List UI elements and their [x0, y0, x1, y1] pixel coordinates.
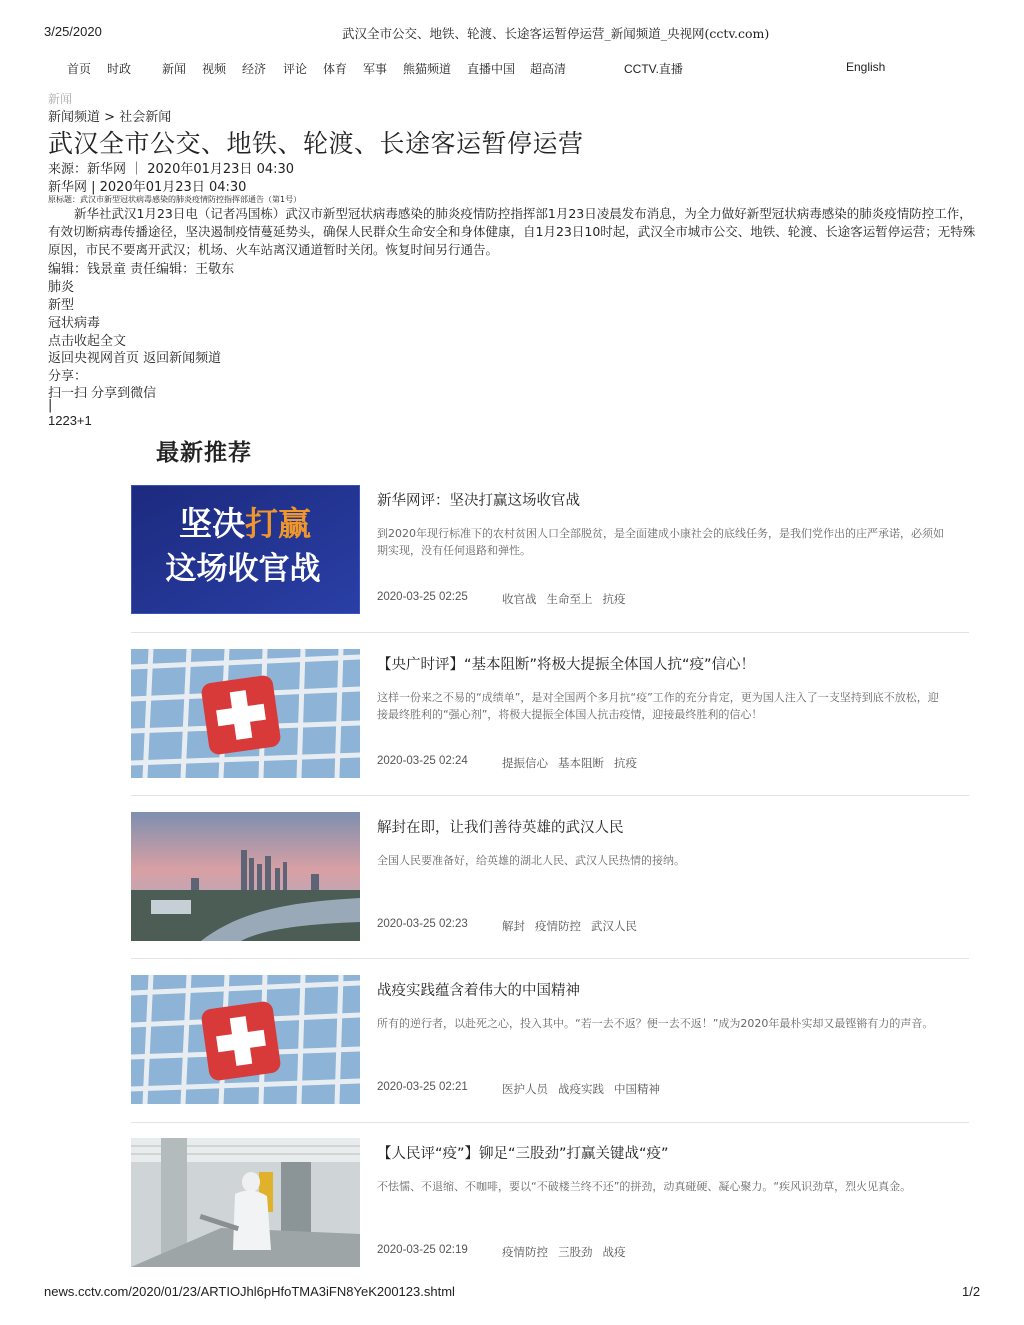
breadcrumb-sub[interactable]: 社会新闻	[119, 110, 172, 125]
recommend-summary: 全国人民要准备好，给英雄的湖北人民、武汉人民热情的接纳。	[377, 854, 685, 867]
recommend-title[interactable]: 【央广时评】“基本阻断”将极大提振全体国人抗“疫”信心！	[377, 657, 756, 673]
print-page-number: 1/2	[962, 1284, 981, 1299]
view-count: 1223+1	[48, 413, 92, 428]
wechat-share-link[interactable]: 扫一扫 分享到微信	[48, 386, 157, 401]
nav-item-panda[interactable]: 熊猫频道	[403, 62, 452, 76]
recommend-date: 2020-03-25 02:25	[377, 591, 468, 603]
nav-item-home[interactable]: 首页	[67, 62, 92, 76]
recommend-summary: 不怯懦、不退缩、不咖啡，要以“不破楼兰终不还”的拼劲，动真碰硬、凝心聚力。“疾风识劲草，烈火见真金。	[377, 1180, 912, 1193]
recommend-tag[interactable]: 生命至上	[546, 592, 593, 606]
back-links	[48, 347, 221, 366]
recommend-thumbnail-banner[interactable]	[131, 485, 360, 614]
keyword-tag[interactable]: 新型	[48, 298, 75, 313]
recommend-date: 2020-03-25 02:24	[377, 755, 468, 767]
recommend-summary: 所有的逆行者，以赴死之心，投入其中。“若一去不返？便一去不返！”成为2020年最朴实却又最铿锵有力的声音。	[377, 1017, 934, 1030]
article-source-repeat: 新华网 | 2020年01月23日 04:30	[48, 180, 247, 195]
recommend-item	[131, 1138, 969, 1268]
print-title: 武汉全市公交、地铁、轮渡、长途客运暂停运营_新闻频道_央视网(cctv.com)	[342, 26, 770, 41]
back-channel-link[interactable]: 返回新闻频道	[143, 351, 222, 366]
nav-item-opinion[interactable]: 评论	[283, 62, 308, 76]
recommend-date: 2020-03-25 02:23	[377, 918, 468, 930]
page-title: 武汉全市公交、地铁、轮渡、长途客运暂停运营	[48, 129, 584, 158]
recommend-tag[interactable]: 武汉人民	[591, 919, 637, 933]
recommend-tag[interactable]: 抗疫	[602, 592, 626, 606]
article-editors: 编辑：钱景童 责任编辑：王敬东	[48, 262, 235, 277]
share-separator: |	[48, 398, 53, 413]
divider	[131, 632, 969, 633]
banner-text-line-1: 坚决打赢	[179, 504, 311, 543]
nav-item-cctv-live[interactable]: CCTV.直播	[624, 62, 683, 76]
section-label: 新闻	[48, 92, 73, 106]
recommend-tag[interactable]: 战疫	[602, 1245, 626, 1259]
collapse-article-link[interactable]: 点击收起全文	[48, 334, 127, 349]
recommend-thumbnail-hospital[interactable]	[131, 975, 360, 1104]
recommend-tag[interactable]: 三股劲	[558, 1245, 593, 1259]
recommend-title[interactable]: 新华网评：坚决打赢这场收官战	[377, 493, 580, 509]
recommend-tags	[502, 1081, 670, 1097]
recommend-item	[131, 649, 969, 779]
recommend-item	[131, 812, 969, 942]
recommend-tag[interactable]: 疫情防控	[502, 1245, 548, 1259]
recommend-tag[interactable]: 中国精神	[614, 1082, 660, 1096]
nav-item-military[interactable]: 军事	[363, 62, 388, 76]
share-label: 分享：	[48, 369, 88, 384]
recommend-tag[interactable]: 抗疫	[614, 756, 637, 770]
recommend-thumbnail-disinfection[interactable]	[131, 1138, 360, 1267]
nav-item-politics[interactable]: 时政	[107, 62, 132, 76]
recommend-thumbnail-cityscape[interactable]	[131, 812, 360, 941]
breadcrumb-separator: >	[100, 110, 120, 125]
nav-item-uhd[interactable]: 超高清	[530, 62, 567, 76]
nav-item-economy[interactable]: 经济	[242, 62, 267, 76]
nav-item-english[interactable]: English	[846, 60, 886, 74]
recommend-date: 2020-03-25 02:19	[377, 1244, 468, 1256]
recommend-tag[interactable]: 医护人员	[502, 1082, 548, 1096]
keyword-tag[interactable]: 肺炎	[48, 280, 75, 295]
nav-item-sports[interactable]: 体育	[323, 62, 348, 76]
divider	[131, 958, 969, 959]
recommend-tags	[502, 918, 647, 934]
recommend-tags	[502, 1244, 636, 1260]
breadcrumb-channel[interactable]: 新闻频道	[48, 110, 101, 125]
divider	[131, 1122, 969, 1123]
recommend-item	[131, 485, 969, 615]
recommend-item	[131, 975, 969, 1105]
top-nav	[0, 60, 1024, 78]
print-header	[0, 24, 1024, 42]
recommend-tag[interactable]: 提振信心	[502, 756, 548, 770]
recommend-title[interactable]: 解封在即，让我们善待英雄的武汉人民	[377, 820, 624, 836]
nav-item-live-china[interactable]: 直播中国	[467, 62, 516, 76]
recommend-summary: 这样一份来之不易的“成绩单”，是对全国两个多月抗“疫”工作的充分肯定，更为国人注入了一支坚持到底不放松，迎接最终胜利的“强心剂”，将极大提振全体国人抗击疫情，迎接最终胜利的信心！	[377, 691, 939, 721]
recommend-tag[interactable]: 解封	[502, 919, 525, 933]
recommend-tag[interactable]: 疫情防控	[535, 919, 581, 933]
recommend-heading: 最新推荐	[156, 440, 252, 466]
recommend-thumbnail-hospital[interactable]	[131, 649, 360, 778]
banner-text-line-2: 这场收官战	[165, 551, 321, 587]
breadcrumb	[48, 106, 171, 125]
divider	[131, 795, 969, 796]
nav-item-news[interactable]: 新闻	[162, 62, 187, 76]
keyword-tag[interactable]: 冠状病毒	[48, 316, 101, 331]
print-date: 3/25/2020	[44, 24, 102, 39]
recommend-tag[interactable]: 战疫实践	[558, 1082, 604, 1096]
recommend-title[interactable]: 战疫实践蕴含着伟大的中国精神	[377, 983, 580, 999]
recommend-date: 2020-03-25 02:21	[377, 1081, 468, 1093]
article-source: 来源：新华网 ｜ 2020年01月23日 04:30	[48, 162, 295, 177]
recommend-summary: 到2020年现行标准下的农村贫困人口全部脱贫，是全面建成小康社会的底线任务，是我们党作出的庄严承诺，必须如期实现，没有任何退路和弹性。	[377, 527, 944, 557]
recommend-tags	[502, 591, 636, 607]
article-body: 新华社武汉1月23日电（记者冯国栋）武汉市新型冠状病毒感染的肺炎疫情防控指挥部1月23日凌晨发布消息，为全力做好新型冠状病毒感染的肺炎疫情防控工作，有效切断病毒传播途径，坚决遏制疫情蔓延势头，确保人民群众生命安全和身体健康，自1月23日10时起，武汉全市城市公交、地铁、轮渡、长途客运暂停运营；无特殊原因，市民不要离开武汉；机场、火车站离汉通道暂时关闭。恢复时间另行通告。	[48, 206, 976, 257]
recommend-tag[interactable]: 收官战	[502, 592, 537, 606]
recommend-tag[interactable]: 基本阻断	[558, 756, 604, 770]
article-subtitle: 原标题：武汉市新型冠状病毒感染的肺炎疫情防控指挥部通告（第1号）	[48, 195, 302, 204]
recommend-tags	[502, 755, 647, 771]
recommend-title[interactable]: 【人民评“疫”】铆足“三股劲”打赢关键战“疫”	[377, 1146, 669, 1162]
nav-item-video[interactable]: 视频	[202, 62, 227, 76]
back-home-link[interactable]: 返回央视网首页	[48, 351, 140, 366]
print-url: news.cctv.com/2020/01/23/ARTIOJhl6pHfoTMA3iFN8YeK200123.shtml	[44, 1284, 455, 1299]
